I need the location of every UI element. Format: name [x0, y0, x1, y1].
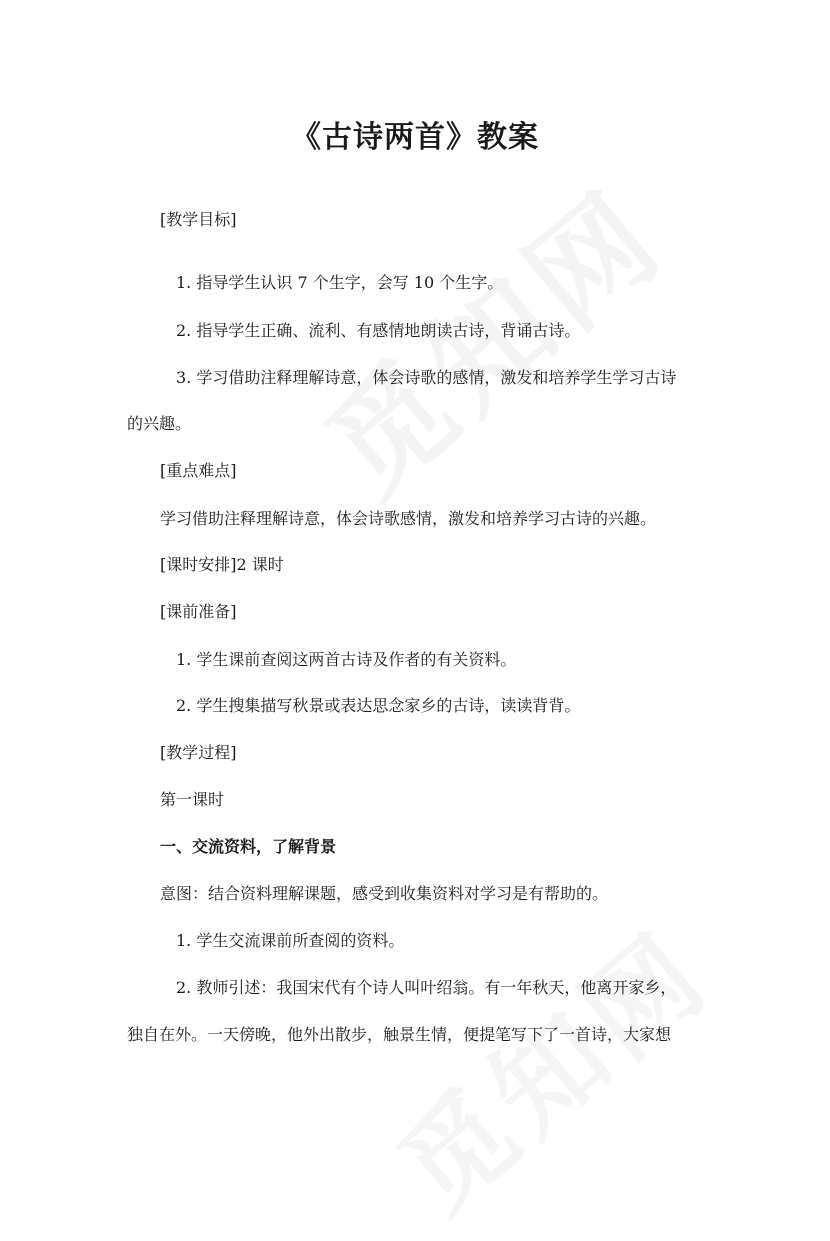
section-heading-key-points: [重点难点] — [160, 461, 237, 480]
step-heading: 一、交流资料，了解背景 — [160, 837, 337, 856]
paragraph: 学习借助注释理解诗意，体会诗歌感情，激发和培养学习古诗的兴趣。 — [160, 509, 657, 528]
list-item: 1. 指导学生认识 7 个生字，会写 10 个生字。 — [176, 273, 504, 292]
section-heading-schedule: [课时安排]2 课时 — [160, 555, 284, 574]
list-item: 1. 学生交流课前所查阅的资料。 — [176, 931, 405, 950]
list-item: 2. 指导学生正确、流利、有感情地朗读古诗，背诵古诗。 — [176, 321, 581, 340]
section-heading-preparation: [课前准备] — [160, 602, 237, 621]
list-item: 3. 学习借助注释理解诗意，体会诗歌的感情，激发和培养学生学习古诗 — [176, 368, 677, 387]
list-item: 2. 学生搜集描写秋景或表达思念家乡的古诗，读读背背。 — [176, 696, 581, 715]
lesson-heading: 第一课时 — [160, 790, 225, 809]
watermark — [360, 889, 737, 1241]
section-heading-objectives: [教学目标] — [160, 210, 237, 229]
list-item: 2. 教师引述：我国宋代有个诗人叫叶绍翁。有一年秋天，他离开家乡， — [176, 978, 677, 997]
section-heading-process: [教学过程] — [160, 743, 237, 762]
list-item: 1. 学生课前查阅这两首古诗及作者的有关资料。 — [176, 650, 517, 669]
page-title: 《古诗两首》教案 — [291, 120, 539, 155]
paragraph-continuation: 的兴趣。 — [127, 414, 192, 433]
paragraph-continuation: 独自在外。一天傍晚，他外出散步，触景生情，便提笔写下了一首诗，大家想 — [127, 1025, 672, 1044]
paragraph: 意图：结合资料理解课题，感受到收集资料对学习是有帮助的。 — [160, 884, 609, 903]
